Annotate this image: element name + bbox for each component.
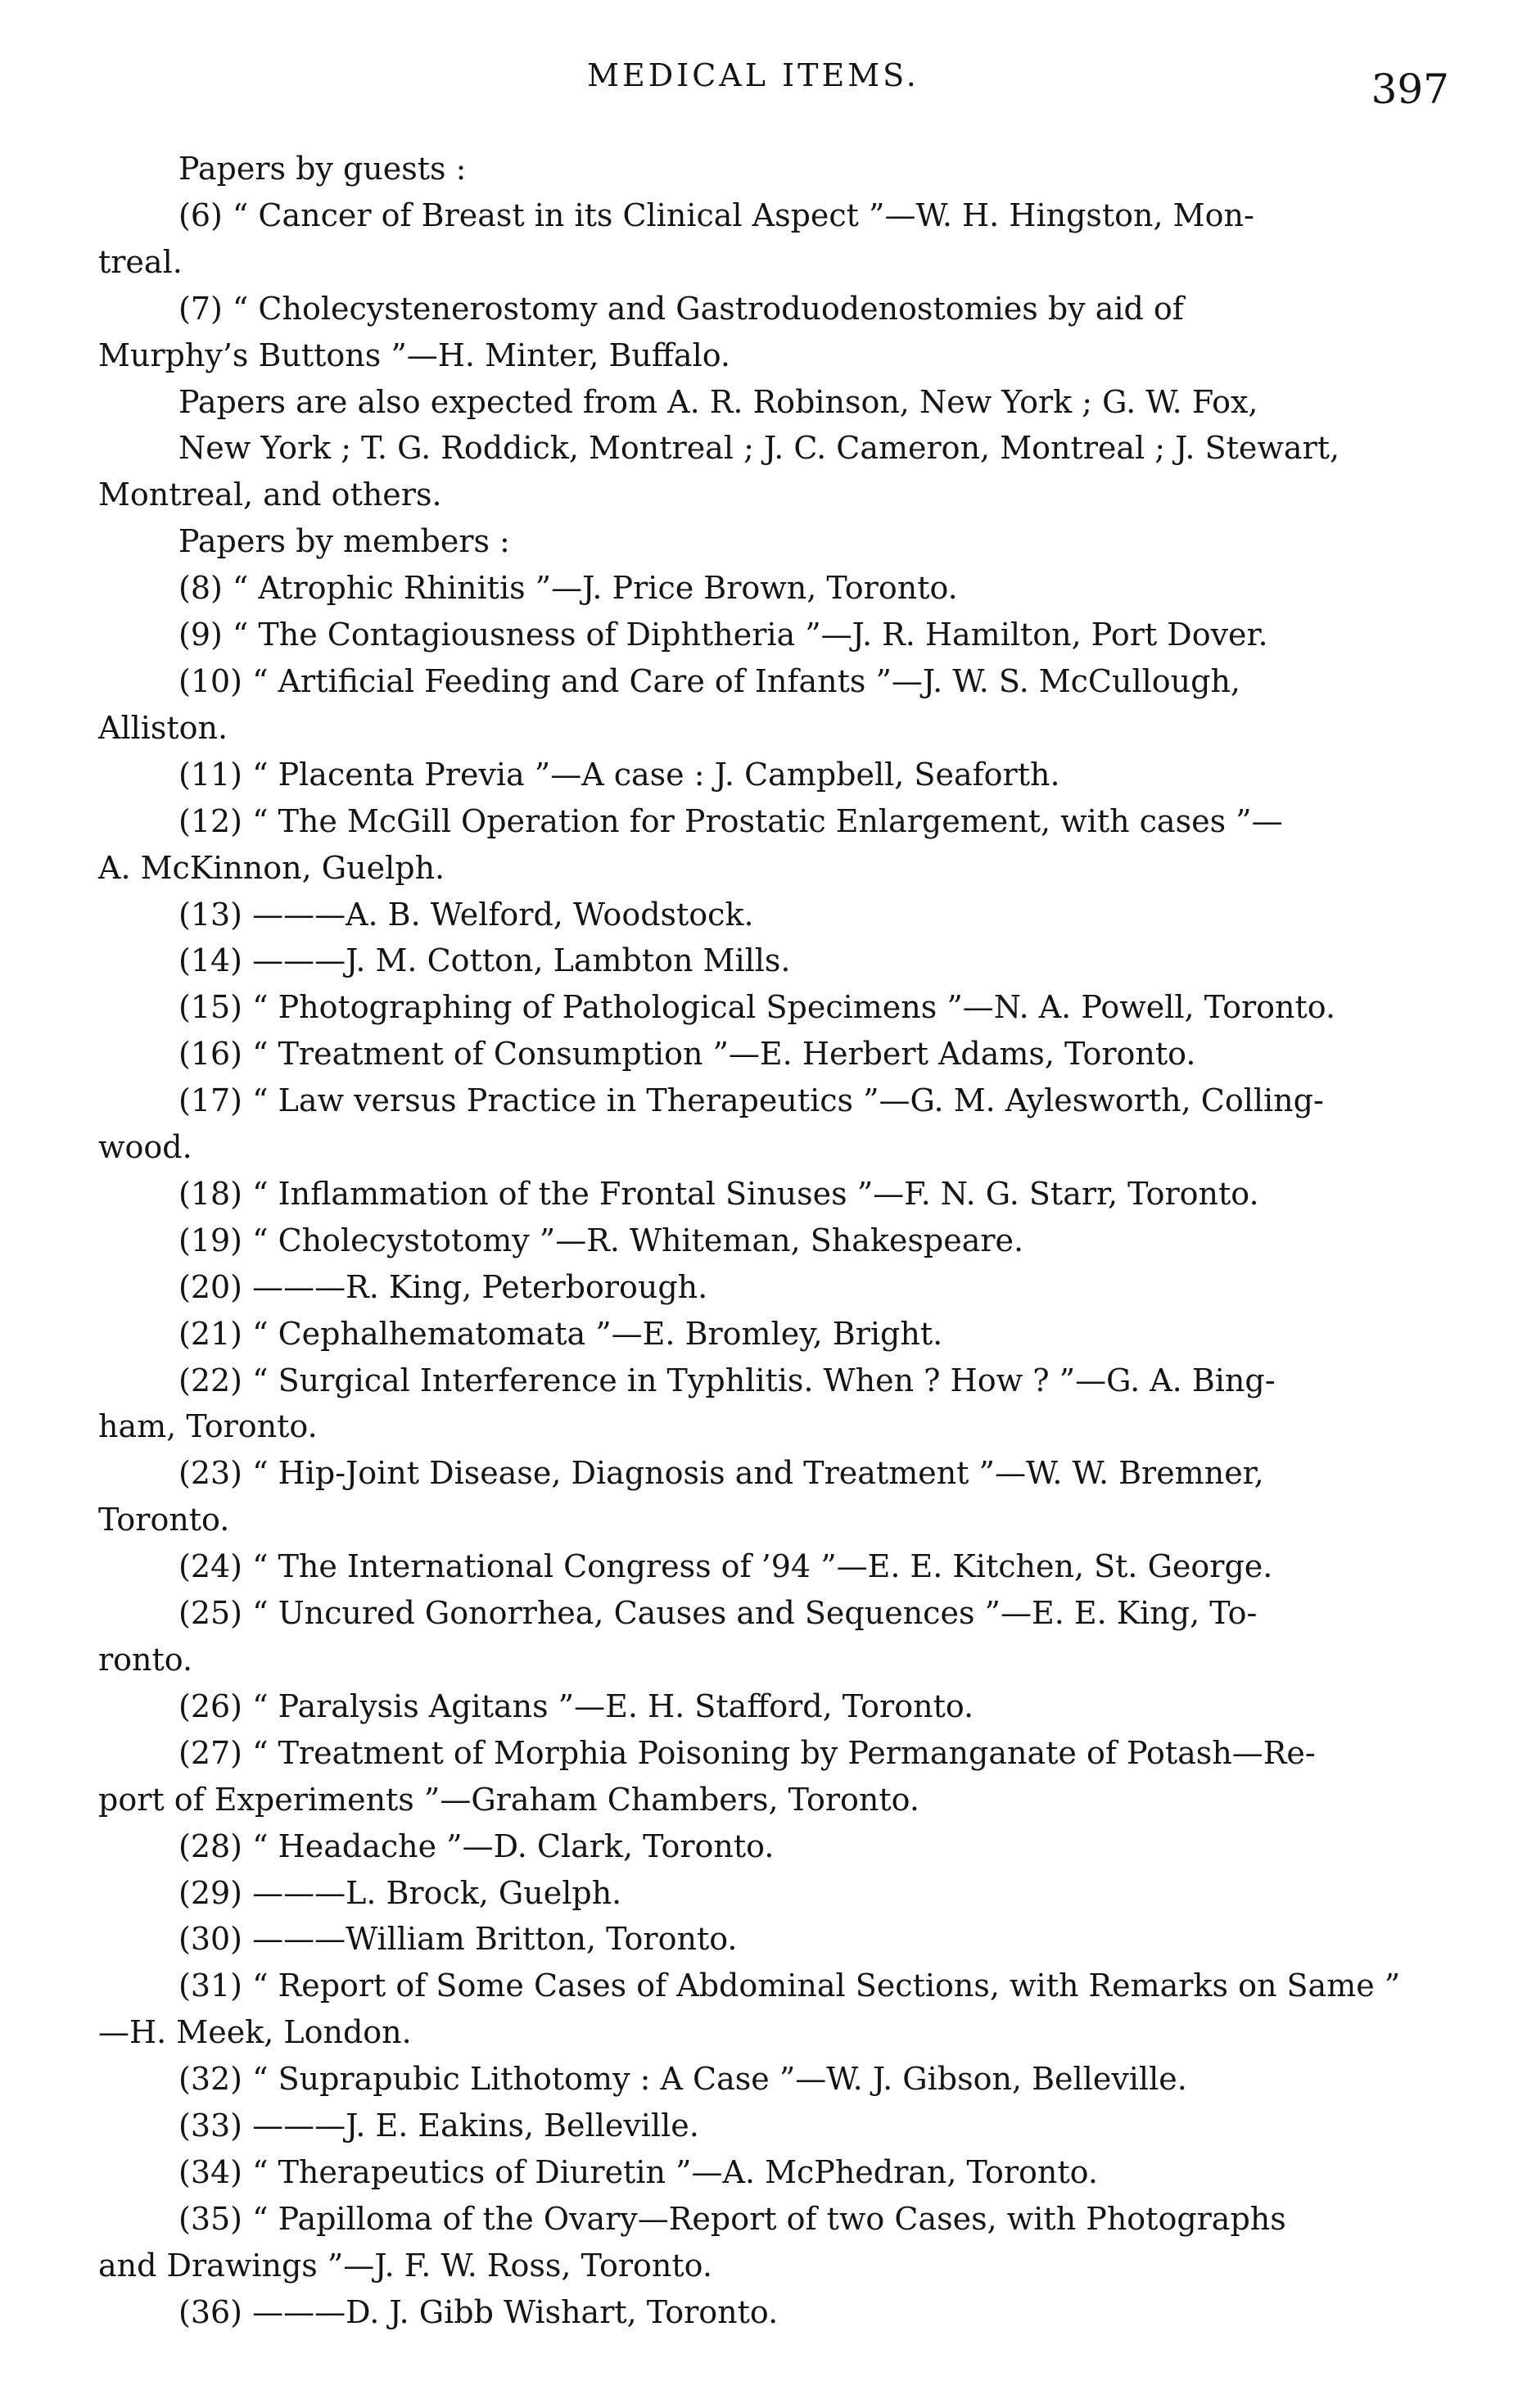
text-line: (13) ———A. B. Welford, Woodstock.	[178, 896, 754, 933]
text-line: (17) “ Law versus Practice in Therapeutics ”—G. M. Aylesworth, Colling-	[178, 1082, 1324, 1119]
text-line: (26) “ Paralysis Agitans ”—E. H. Stafford, Toronto.	[178, 1687, 974, 1724]
text-line: (8) “ Atrophic Rhinitis ”—J. Price Brown, Toronto.	[178, 570, 958, 607]
entry-7	[98, 286, 1441, 379]
text-line: (21) “ Cephalhematomata ”—E. Bromley, Bright.	[178, 1315, 943, 1352]
text-line: ham, Toronto.	[98, 1408, 318, 1445]
text-line: —H. Meek, London.	[98, 2014, 412, 2051]
text-line: (14) ———J. M. Cotton, Lambton Mills.	[178, 942, 791, 979]
text-line: (33) ———J. E. Eakins, Belleville.	[178, 2108, 699, 2144]
entry-27	[98, 1730, 1441, 1823]
text-line: (31) “ Report of Some Cases of Abdominal Sections, with Remarks on Same ”	[178, 1968, 1401, 2004]
text-line: Papers by guests :	[178, 151, 467, 187]
entry-16	[98, 1031, 1441, 1078]
text-line: port of Experiments ”—Graham Chambers, Toronto.	[98, 1781, 919, 1818]
text-line: wood.	[98, 1129, 192, 1166]
text-line: Papers by members :	[178, 523, 510, 560]
entry-9	[98, 612, 1441, 658]
entry-36	[98, 2289, 1441, 2336]
text-line: Montreal, and others.	[98, 477, 442, 513]
text-line: Papers are also expected from A. R. Robinson, New York ; G. W. Fox,	[178, 383, 1258, 420]
text-block	[98, 146, 1441, 2336]
text-line: (16) “ Treatment of Consumption ”—E. Herbert Adams, Toronto.	[178, 1036, 1196, 1073]
entry-30	[98, 1916, 1441, 1963]
text-line: (22) “ Surgical Interference in Typhlitis. When ? How ? ”—G. A. Bing-	[178, 1362, 1276, 1398]
text-line: (35) “ Papilloma of the Ovary—Report of two Cases, with Photographs	[178, 2200, 1286, 2237]
entry-14	[98, 937, 1441, 984]
entry-22	[98, 1358, 1441, 1451]
entry-15	[98, 984, 1441, 1031]
entry-8	[98, 565, 1441, 612]
text-line: (36) ———D. J. Gibb Wishart, Toronto.	[178, 2293, 779, 2330]
text-line: (7) “ Cholecystenerostomy and Gastroduodenostomies by aid of	[178, 290, 1184, 327]
entry-10	[98, 658, 1441, 752]
text-line: (29) ———L. Brock, Guelph.	[178, 1874, 622, 1911]
entry-31	[98, 1963, 1441, 2056]
entry-11	[98, 752, 1441, 798]
expected-papers-paragraph	[98, 379, 1441, 519]
entry-26	[98, 1683, 1441, 1730]
text-line: (15) “ Photographing of Pathological Specimens ”—N. A. Powell, Toronto.	[178, 989, 1336, 1026]
text-line: New York ; T. G. Roddick, Montreal ; J. C. Cameron, Montreal ; J. Stewart,	[178, 430, 1340, 467]
text-line: (30) ———William Britton, Toronto.	[178, 1921, 738, 1958]
entry-21	[98, 1311, 1441, 1358]
text-line: treal.	[98, 243, 183, 280]
text-line: Alliston.	[98, 709, 228, 746]
entry-13	[98, 892, 1441, 938]
entry-33	[98, 2103, 1441, 2149]
text-line: A. McKinnon, Guelph.	[98, 849, 445, 886]
text-line: Toronto.	[98, 1502, 230, 1538]
entry-25	[98, 1590, 1441, 1683]
text-line: (19) “ Cholecystotomy ”—R. Whiteman, Shakespeare.	[178, 1222, 1024, 1258]
entry-12	[98, 798, 1441, 892]
entry-28	[98, 1823, 1441, 1870]
text-line: ronto.	[98, 1642, 193, 1678]
section-heading-guests	[98, 146, 1441, 192]
page-number: 397	[1371, 66, 1449, 113]
entry-24	[98, 1543, 1441, 1590]
entry-23	[98, 1450, 1441, 1543]
text-line: (23) “ Hip-Joint Disease, Diagnosis and Treatment ”—W. W. Bremner,	[178, 1455, 1264, 1492]
text-line: (32) “ Suprapubic Lithotomy : A Case ”—W. J. Gibson, Belleville.	[178, 2061, 1187, 2098]
text-line: (6) “ Cancer of Breast in its Clinical Aspect ”—W. H. Hingston, Mon-	[178, 197, 1254, 233]
text-line: (34) “ Therapeutics of Diuretin ”—A. McPhedran, Toronto.	[178, 2153, 1098, 2190]
entry-34	[98, 2149, 1441, 2196]
text-line: (11) “ Placenta Previa ”—A case : J. Campbell, Seaforth.	[178, 756, 1060, 793]
entry-29	[98, 1870, 1441, 1917]
entry-32	[98, 2056, 1441, 2103]
text-line: (18) “ Inflammation of the Frontal Sinuses ”—F. N. G. Starr, Toronto.	[178, 1175, 1259, 1212]
text-line: (20) ———R. King, Peterborough.	[178, 1268, 708, 1305]
entry-35	[98, 2196, 1441, 2289]
text-line: (25) “ Uncured Gonorrhea, Causes and Sequences ”—E. E. King, To-	[178, 1595, 1258, 1632]
text-line: and Drawings ”—J. F. W. Ross, Toronto.	[98, 2247, 712, 2284]
text-line: (9) “ The Contagiousness of Diphtheria ”—J. R. Hamilton, Port Dover.	[178, 617, 1268, 653]
text-line: (27) “ Treatment of Morphia Poisoning by Permanganate of Potash—Re-	[178, 1734, 1316, 1771]
text-line: (10) “ Artificial Feeding and Care of Infants ”—J. W. S. McCullough,	[178, 662, 1241, 699]
text-line: (28) “ Headache ”—D. Clark, Toronto.	[178, 1827, 775, 1864]
text-line: (24) “ The International Congress of ’94 ”—E. E. Kitchen, St. George.	[178, 1548, 1273, 1585]
entry-18	[98, 1171, 1441, 1218]
entry-17	[98, 1078, 1441, 1171]
entry-20	[98, 1264, 1441, 1311]
entry-19	[98, 1218, 1441, 1264]
section-heading-members	[98, 518, 1441, 565]
running-head: MEDICAL ITEMS.	[587, 57, 919, 93]
entry-6	[98, 192, 1441, 286]
text-line: (12) “ The McGill Operation for Prostatic Enlargement, with cases ”—	[178, 802, 1283, 839]
text-line: Murphy’s Buttons ”—H. Minter, Buffalo.	[98, 337, 731, 373]
